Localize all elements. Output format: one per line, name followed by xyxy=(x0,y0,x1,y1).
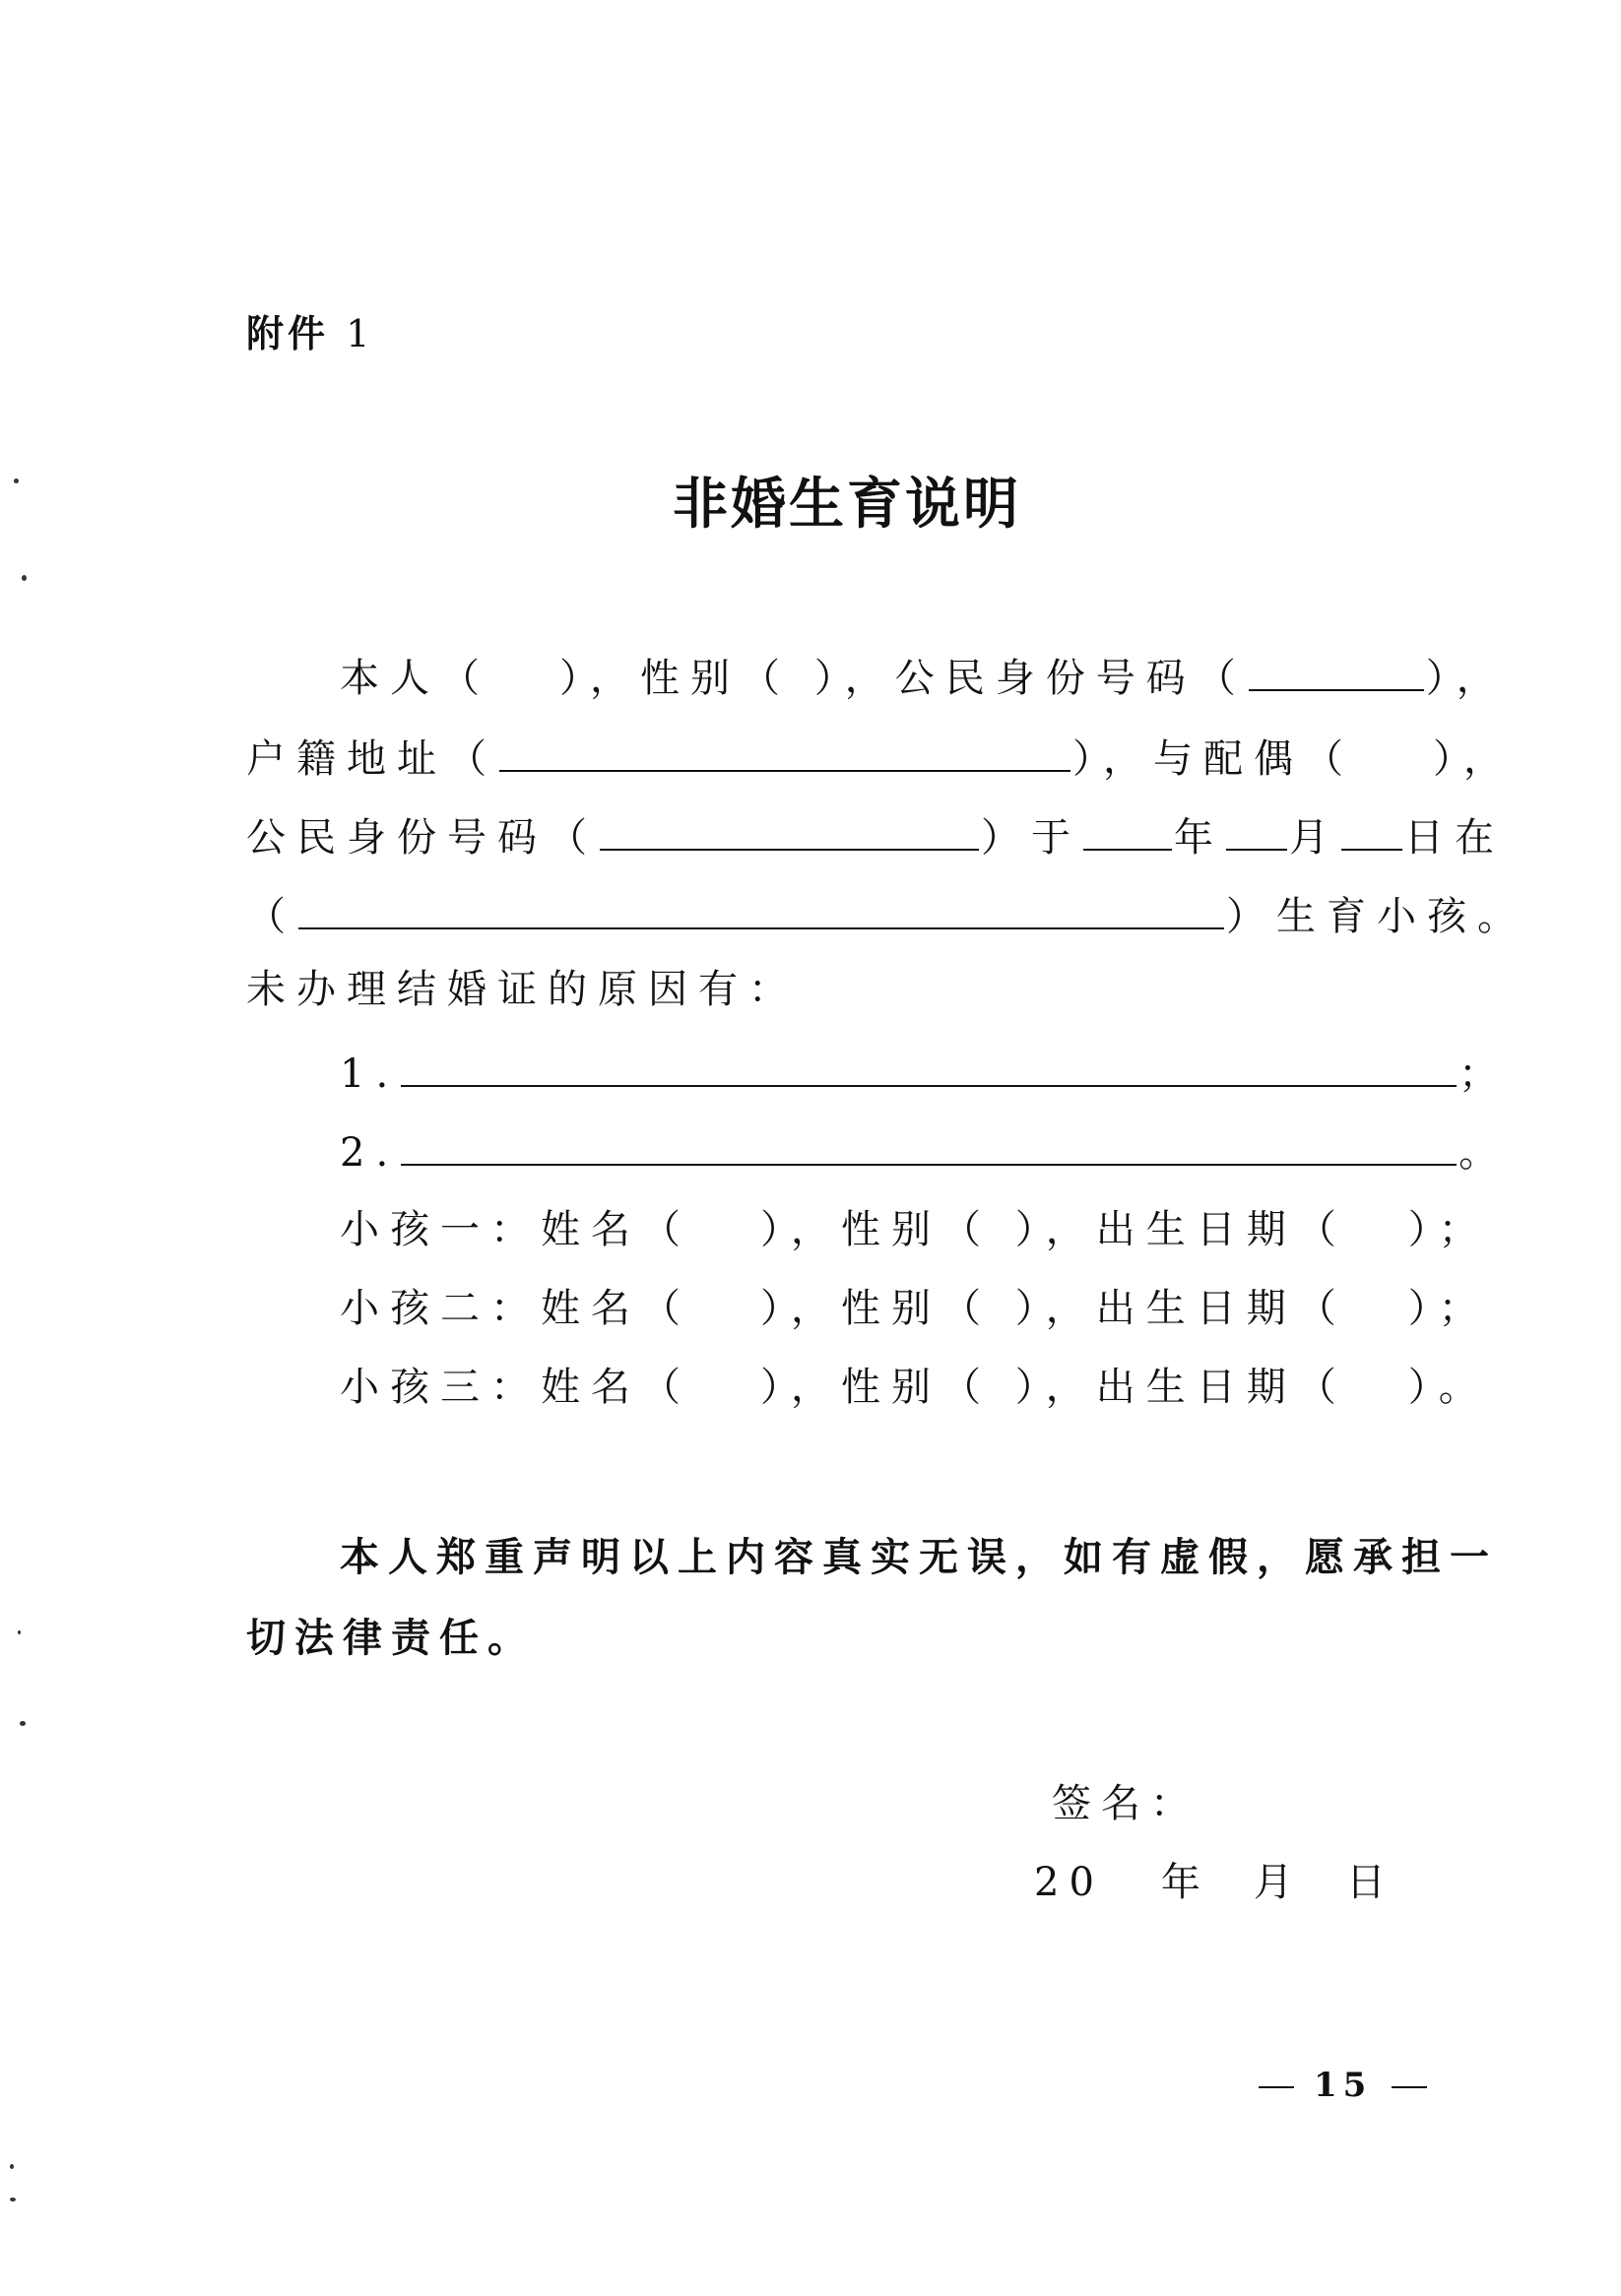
scan-speck xyxy=(10,2198,16,2201)
declaration-line-2: 切法律责任。 xyxy=(246,1615,536,1661)
form-line-2 xyxy=(246,727,1514,786)
reason-2-field[interactable] xyxy=(401,1120,1457,1166)
child-1-end: ）； xyxy=(1407,1207,1489,1252)
attachment-label xyxy=(246,303,373,357)
child-1-line xyxy=(340,1203,1489,1256)
line3-day-unit: 日在 xyxy=(1404,815,1505,861)
child-1-label: 小孩一：姓名（ xyxy=(340,1207,691,1252)
address-field[interactable] xyxy=(499,727,1070,772)
child-3-end: ）。 xyxy=(1407,1365,1489,1410)
form-line-4 xyxy=(246,884,1527,943)
form-line-1 xyxy=(340,646,1507,705)
line3-year-unit: 年 xyxy=(1174,815,1224,861)
line3-text-b: ）于 xyxy=(981,815,1081,861)
date-day-unit: 日 xyxy=(1345,1860,1395,1905)
line2-text-b: ），与配偶（ xyxy=(1072,736,1354,782)
date-month-unit: 月 xyxy=(1253,1860,1303,1905)
line1-text-a: 本人（ xyxy=(340,656,490,701)
page-dash-left xyxy=(1259,2086,1294,2088)
line1-text-c: ）， xyxy=(1425,656,1507,701)
date-year: 20 xyxy=(1034,1860,1104,1905)
signature-date xyxy=(1034,1851,1395,1907)
form-line-3 xyxy=(246,805,1505,864)
child-2-label: 小孩二：姓名（ xyxy=(340,1286,691,1331)
reason-1-number: 1. xyxy=(340,1052,400,1097)
page-dash-right xyxy=(1392,2086,1427,2088)
attachment-number: 1 xyxy=(346,312,374,355)
line3-text-a: 公民身份号码（ xyxy=(246,815,598,861)
day-field[interactable] xyxy=(1341,805,1402,851)
line4-text-b: ）生育小孩。 xyxy=(1226,894,1527,939)
scan-speck xyxy=(10,2164,14,2169)
child-2-end: ）； xyxy=(1407,1286,1489,1331)
line3-month-unit: 月 xyxy=(1289,815,1339,861)
child-2-mid: ），性别（ ），出生日期（ xyxy=(760,1286,1347,1331)
child-2-line xyxy=(340,1282,1489,1335)
scan-speck xyxy=(22,575,27,581)
month-field[interactable] xyxy=(1226,805,1287,851)
scan-speck xyxy=(18,1630,21,1634)
page-number-text: 15 xyxy=(1314,2066,1373,2105)
line2-text-c: ）， xyxy=(1433,736,1514,782)
reason-2-number: 2. xyxy=(340,1130,400,1176)
reason-1-line xyxy=(340,1042,1509,1101)
line4-text-a: （ xyxy=(246,894,296,939)
id-number-field[interactable] xyxy=(1249,646,1424,691)
reason-2-end: 。 xyxy=(1459,1130,1510,1176)
child-3-mid: ），性别（ ），出生日期（ xyxy=(760,1365,1347,1410)
document-title: 非婚生育说明 xyxy=(673,472,1021,537)
reason-1-end: ； xyxy=(1459,1052,1510,1097)
spouse-id-field[interactable] xyxy=(600,805,979,851)
reason-2-line xyxy=(340,1120,1509,1180)
signature-label: 签名： xyxy=(1052,1781,1200,1826)
line2-text-a: 户籍地址（ xyxy=(246,736,497,782)
date-year-unit: 年 xyxy=(1160,1860,1210,1905)
reason-heading: 未办理结婚证的原因有： xyxy=(246,967,799,1012)
scan-speck xyxy=(20,1721,26,1726)
child-1-mid: ），性别（ ），出生日期（ xyxy=(760,1207,1347,1252)
page-number xyxy=(1239,2066,1447,2105)
line1-text-b: ），性别（ ），公民身份号码（ xyxy=(559,656,1247,701)
declaration-line-1: 本人郑重声明以上内容真实无误，如有虚假，愿承担一 xyxy=(340,1534,1498,1580)
birth-place-field[interactable] xyxy=(298,884,1224,929)
scan-speck xyxy=(14,478,19,483)
reason-1-field[interactable] xyxy=(401,1042,1457,1087)
child-3-label: 小孩三：姓名（ xyxy=(340,1365,691,1410)
year-field[interactable] xyxy=(1083,805,1172,851)
child-3-line xyxy=(340,1361,1489,1414)
attachment-label-text: 附件 xyxy=(246,311,330,355)
